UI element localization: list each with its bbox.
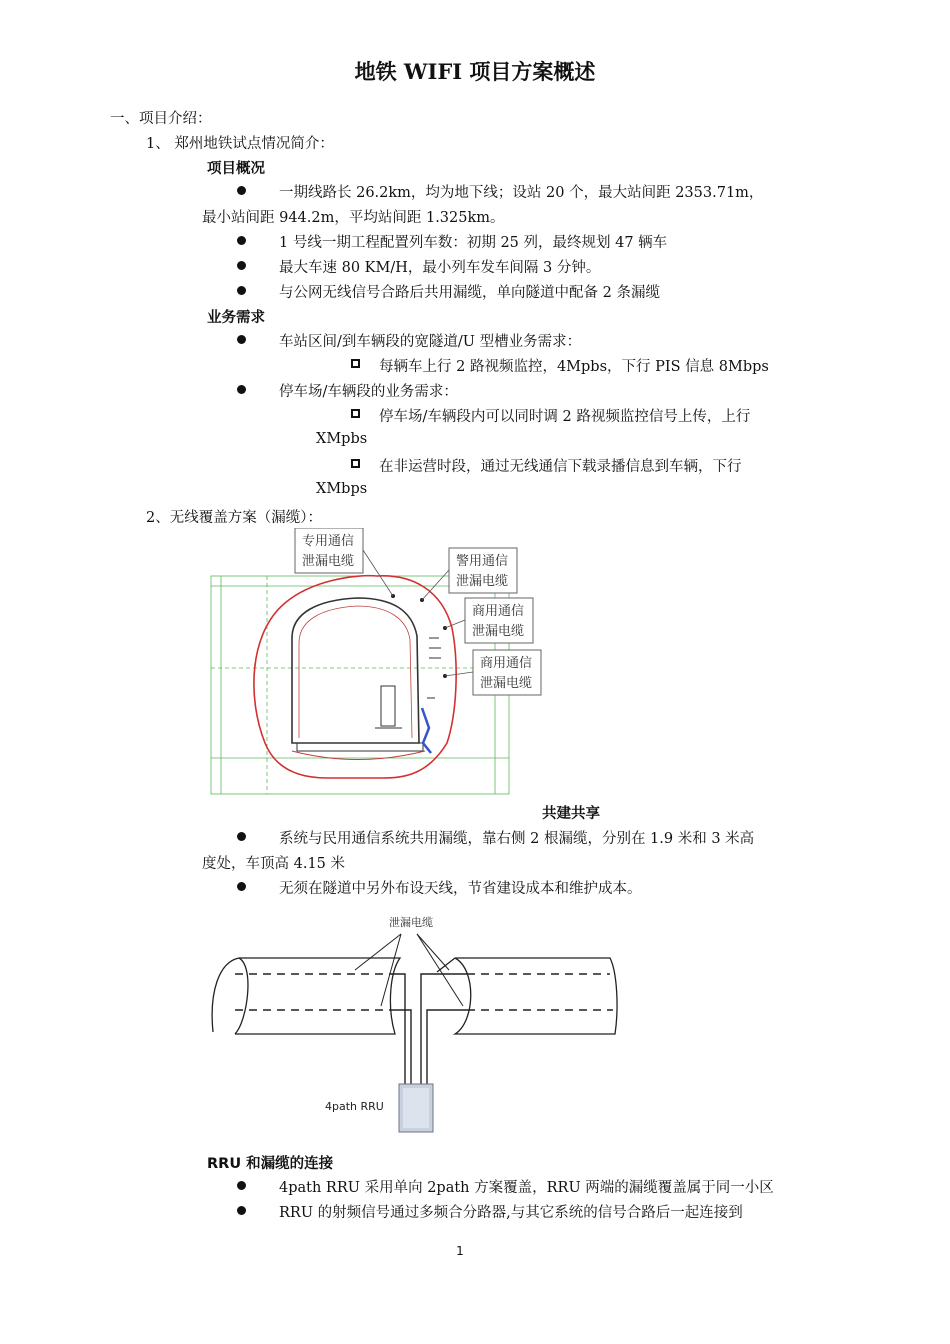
bullet-icon bbox=[237, 1206, 246, 1215]
checkbox-square-icon bbox=[351, 459, 360, 468]
demand-label: 业务需求 bbox=[207, 310, 265, 326]
subsection-heading: 1、 郑州地铁试点情况简介： bbox=[146, 136, 334, 152]
bullet-icon bbox=[237, 335, 246, 344]
checkbox-square-icon bbox=[351, 359, 360, 368]
rru-bullet-2: RRU 的射频信号通过多频合分路器,与其它系统的信号合路后一起连接到 bbox=[279, 1205, 743, 1221]
rru-bullet-1: 4path RRU 采用单向 2path 方案覆盖，RRU 两端的漏缆覆盖属于同一小区 bbox=[279, 1180, 774, 1196]
rru-connection-diagram bbox=[205, 912, 625, 1137]
overview-bullet-1-line1: 一期线路长 26.2km，均为地下线；设站 20 个，最大站间距 2353.71m， bbox=[279, 185, 764, 201]
bullet-icon bbox=[237, 1181, 246, 1190]
demand-bullet-2-sub1-line1: 停车场/车辆段内可以同时调 2 路视频监控信号上传，上行 bbox=[379, 409, 751, 425]
callout-4-line2: 泄漏电缆 bbox=[480, 676, 533, 691]
bullet-icon bbox=[237, 882, 246, 891]
overview-bullet-2: 1 号线一期工程配置列车数：初期 25 列，最终规划 47 辆车 bbox=[279, 235, 668, 251]
demand-bullet-2-sub2-line1: 在非运营时段，通过无线通信下载录播信息到车辆，下行 bbox=[379, 459, 742, 475]
callout-2-line2: 泄漏电缆 bbox=[456, 574, 509, 589]
shared-label: 共建共享 bbox=[542, 806, 600, 822]
tunnel-cross-section-diagram bbox=[207, 528, 567, 803]
callout-2-line1: 警用通信 bbox=[456, 554, 509, 569]
page-title: 地铁 WIFI 项目方案概述 bbox=[354, 59, 596, 84]
overview-bullet-4: 与公网无线信号合路后共用漏缆，单向隧道中配备 2 条漏缆 bbox=[279, 285, 660, 301]
callout-3-line1: 商用通信 bbox=[472, 604, 525, 619]
bullet-icon bbox=[237, 236, 246, 245]
page-number: 1 bbox=[456, 1244, 464, 1258]
rru-label: 4path RRU bbox=[325, 1100, 384, 1113]
cable-label: 泄漏电缆 bbox=[389, 916, 433, 929]
demand-bullet-2-sub1-line2: XMpbs bbox=[316, 431, 368, 447]
bullet-icon bbox=[237, 286, 246, 295]
bullet-icon bbox=[237, 832, 246, 841]
demand-bullet-2: 停车场/车辆段的业务需求： bbox=[279, 384, 458, 400]
bullet-icon bbox=[237, 186, 246, 195]
checkbox-square-icon bbox=[351, 409, 360, 418]
bullet-icon bbox=[237, 385, 246, 394]
demand-bullet-1-sub: 每辆车上行 2 路视频监控，4Mpbs，下行 PIS 信息 8Mbps bbox=[379, 359, 769, 375]
shared-bullet-1-line2: 度处，车顶高 4.15 米 bbox=[202, 856, 346, 872]
callout-1-line1: 专用通信 bbox=[302, 534, 355, 549]
overview-bullet-3: 最大车速 80 KM/H，最小列车发车间隔 3 分钟。 bbox=[279, 260, 601, 276]
callout-1-line2: 泄漏电缆 bbox=[302, 554, 355, 569]
shared-bullet-2: 无须在隧道中另外布设天线，节省建设成本和维护成本。 bbox=[279, 881, 642, 897]
overview-label: 项目概况 bbox=[207, 161, 265, 177]
callout-4-line1: 商用通信 bbox=[480, 656, 533, 671]
demand-bullet-2-sub2-line2: XMbps bbox=[316, 481, 368, 497]
rru-section-label: RRU 和漏缆的连接 bbox=[207, 1156, 334, 1172]
section-heading: 一、项目介绍： bbox=[110, 111, 212, 127]
bullet-icon bbox=[237, 261, 246, 270]
subsection-heading-2: 2、无线覆盖方案（漏缆）： bbox=[146, 510, 322, 526]
demand-bullet-1: 车站区间/到车辆段的宽隧道/U 型槽业务需求： bbox=[279, 334, 582, 350]
callout-3-line2: 泄漏电缆 bbox=[472, 624, 525, 639]
overview-bullet-1-line2: 最小站间距 944.2m，平均站间距 1.325km。 bbox=[202, 210, 505, 226]
shared-bullet-1-line1: 系统与民用通信系统共用漏缆，靠右侧 2 根漏缆，分别在 1.9 米和 3 米高 bbox=[279, 831, 755, 847]
